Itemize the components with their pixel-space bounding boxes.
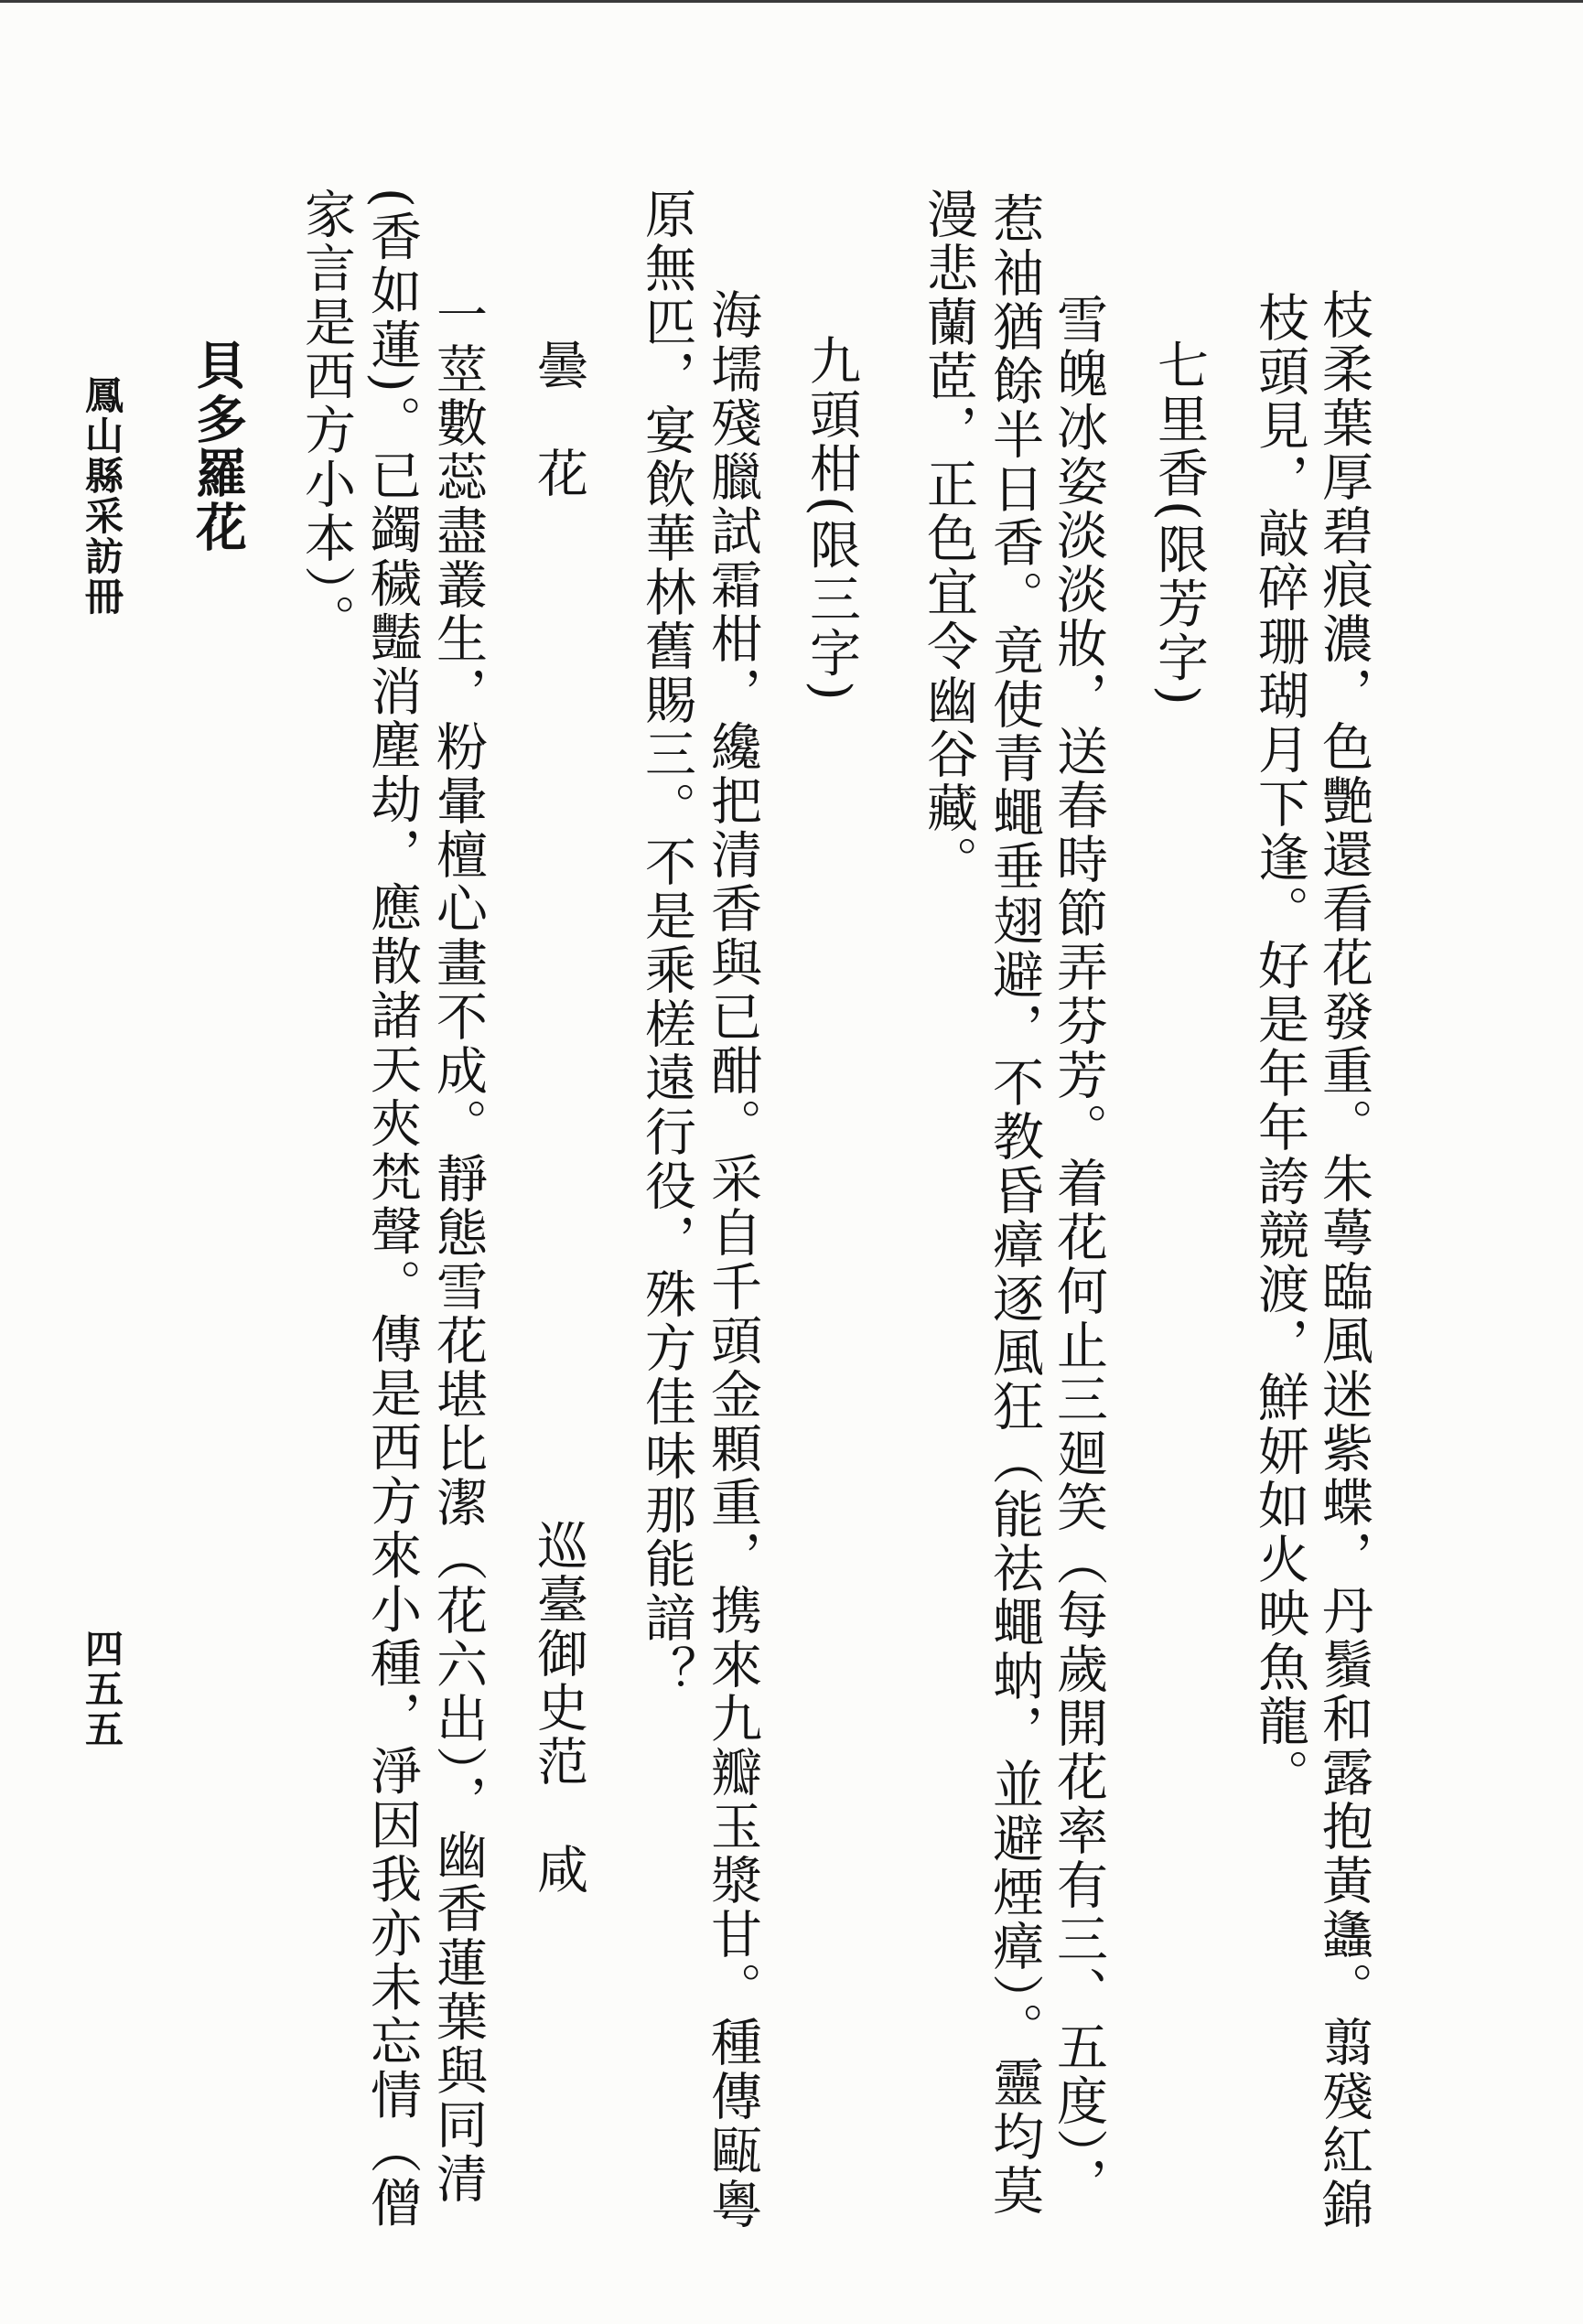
poem-line: 原無匹，宴飲華林舊賜三。不是乘槎遠行役，殊方佳味那能諳？: [637, 188, 696, 1699]
poem-title: 七里香(限芳字): [1149, 339, 1209, 708]
poem-line: 海壖殘臘試霜柑，纔把清香與已酣。采自千頭金顆重，携來九瓣玉漿甘。種傳甌粵: [703, 288, 762, 2232]
poem-line: (香如蓮)。已蠲穢豔消塵劫，應散諸天夾梵聲。傳是西方來小種，淨因我亦未忘情（僧: [362, 188, 422, 2231]
poem-title: 貝多羅花: [188, 339, 248, 554]
page-number: 四五五: [80, 1629, 124, 1749]
poem-line: 一莖數蕊盡叢生，粉暈檀心畫不成。靜態雪花堪比潔（花六出），幽香蓮葉與同清: [428, 288, 488, 2206]
poem-line: 漫悲蘭茝，正色宜令幽谷藏。: [919, 188, 978, 889]
poem-line: 雪魄冰姿淡淡妝，送春時節弄芬芳。着花何止三廻笑（每歲開花率有三、五度），: [1049, 293, 1108, 2211]
poem-title: 曇 花: [529, 339, 588, 500]
poem-author: 巡臺御史范 咸: [529, 1519, 588, 1897]
poem-line: 枝頭見，敲碎珊瑚月下逢。好是年年誇競渡，鮮妍如火映魚龍。: [1250, 291, 1309, 1802]
running-book-title: 鳳山縣采訪冊: [80, 375, 124, 617]
poem-title: 九頭柑(限三字): [802, 334, 861, 704]
poem-line: 枝柔葉厚碧痕濃，色艷還看花發重。朱蕚臨風迷紫蝶，丹鬚和露抱黃蠭。翦殘紅錦: [1314, 288, 1373, 2232]
poem-line: 惹袖猶餘半日香。竟使青蠅垂翅避，不教昏瘴逐風狂（能祛蠅蚋，並避煙瘴）。靈均莫: [985, 192, 1044, 2218]
poem-line: 家言是西方小本）。: [296, 188, 356, 648]
scan-top-edge: [0, 0, 1583, 3]
